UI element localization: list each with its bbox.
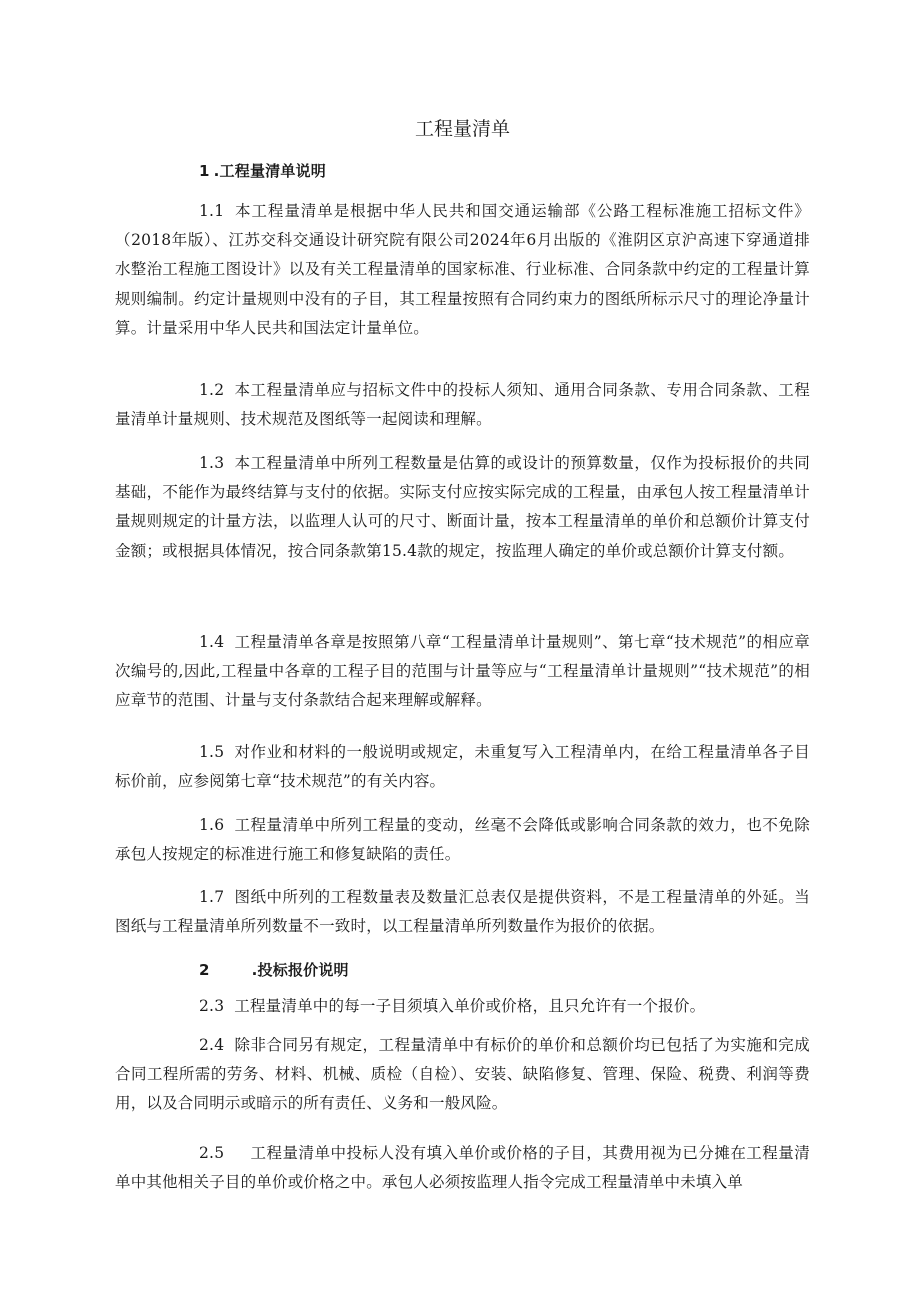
paragraph-1-4 <box>115 628 810 716</box>
paragraph-number: 1.6 <box>199 816 225 834</box>
paragraph-text: 对作业和材料的一般说明或规定，未重复写入工程清单内，在给工程量清单各子目标价前，应参阅第七章“技术规范”的有关内容。 <box>115 743 810 791</box>
paragraph-number: 2.3 <box>199 997 225 1015</box>
paragraph-number: 2.4 <box>199 1036 225 1054</box>
paragraph-2-4 <box>115 1031 810 1119</box>
paragraph-2-5 <box>115 1139 810 1197</box>
section-2-number: 2 <box>199 961 210 979</box>
section-1-heading <box>115 157 810 186</box>
section-2-title: .投标报价说明 <box>251 961 349 979</box>
paragraph-1-7 <box>115 883 810 941</box>
section-1-number: 1 <box>199 162 210 180</box>
paragraph-number: 2.5 <box>199 1144 225 1162</box>
section-1-title: .工程量清单说明 <box>213 162 326 180</box>
paragraph-1-1 <box>115 197 810 343</box>
paragraph-text: 除非合同另有规定，工程量清单中有标价的单价和总额价均已包括了为实施和完成合同工程所需的劳务、材料、机械、质检（自检）、安装、缺陷修复、管理、保险、税费、利润等费用，以及合同明示或暗示的所有责任、义务和一般风险。 <box>115 1036 810 1113</box>
paragraph-number: 1.4 <box>199 633 225 651</box>
paragraph-number: 1.3 <box>199 454 225 472</box>
paragraph-text: 本工程量清单是根据中华人民共和国交通运输部《公路工程标准施工招标文件》（2018年版）、江苏交科交通设计研究院有限公司2024年6月出版的《淮阴区京沪高速下穿通道排水整治工程施工图设计》以及有关工程量清单的国家标准、行业标准、合同条款中约定的工程量计算规则编制。约定计量规则中没有的子目，其工程量按照有合同约束力的图纸所标示尺寸的理论净量计算。计量采用中华人民共和国法定计量单位。 <box>115 202 810 337</box>
page-title: 工程量清单 <box>414 118 510 140</box>
paragraph-1-6 <box>115 811 810 869</box>
paragraph-number: 1.5 <box>199 743 225 761</box>
paragraph-1-2 <box>115 376 810 434</box>
paragraph-number: 1.7 <box>199 888 225 906</box>
paragraph-text: 本工程量清单应与招标文件中的投标人须知、通用合同条款、专用合同条款、工程量清单计量规则、技术规范及图纸等一起阅读和理解。 <box>115 381 810 429</box>
paragraph-1-3 <box>115 449 810 566</box>
paragraph-1-5 <box>115 738 810 796</box>
paragraph-text: 工程量清单各章是按照第八章“工程量清单计量规则”、第七章“技术规范”的相应章次编号的,因此,工程量中各章的工程子目的范围与计量等应与“工程量清单计量规则”“技术规范”的相应章节的范围、计量与支付条款结合起来理解或解释。 <box>115 633 810 710</box>
paragraph-text: 工程量清单中所列工程量的变动，丝毫不会降低或影响合同条款的效力，也不免除承包人按规定的标准进行施工和修复缺陷的责任。 <box>115 816 810 864</box>
paragraph-number: 1.1 <box>199 202 225 220</box>
paragraph-text: 工程量清单中投标人没有填入单价或价格的子目，其费用视为已分摊在工程量清单中其他相关子目的单价或价格之中。承包人必须按监理人指令完成工程量清单中未填入单 <box>115 1144 810 1192</box>
section-2-heading <box>115 956 810 985</box>
paragraph-text: 图纸中所列的工程数量表及数量汇总表仅是提供资料，不是工程量清单的外延。当图纸与工程量清单所列数量不一致时，以工程量清单所列数量作为报价的依据。 <box>115 888 810 936</box>
paragraph-text: 工程量清单中的每一子目须填入单价或价格，且只允许有一个报价。 <box>234 997 706 1015</box>
paragraph-2-3 <box>115 992 810 1021</box>
paragraph-text: 本工程量清单中所列工程数量是估算的或设计的预算数量，仅作为投标报价的共同基础，不能作为最终结算与支付的依据。实际支付应按实际完成的工程量，由承包人按工程量清单计量规则规定的计量方法，以监理人认可的尺寸、断面计量，按本工程量清单的单价和总额价计算支付金额；或根据具体情况，按合同条款第15.4款的规定，按监理人确定的单价或总额价计算支付额。 <box>115 454 810 560</box>
paragraph-number: 1.2 <box>199 381 225 399</box>
